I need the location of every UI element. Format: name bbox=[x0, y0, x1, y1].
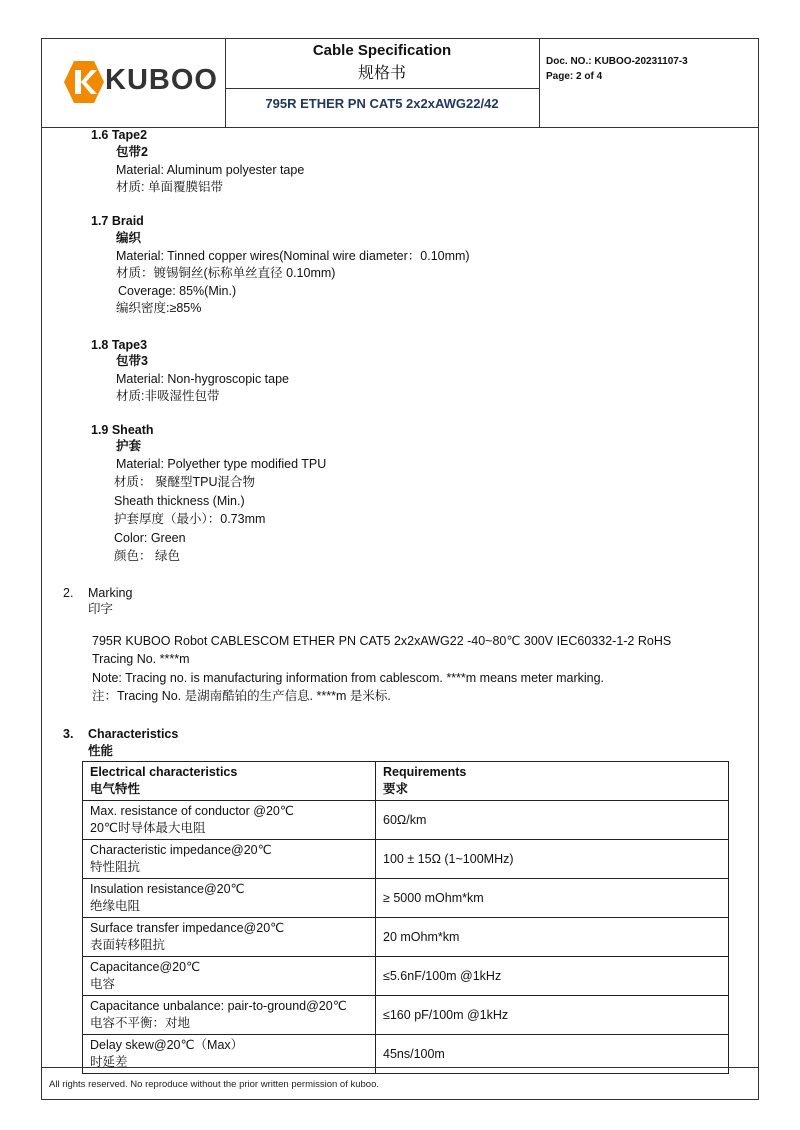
table-row bbox=[83, 879, 729, 918]
row-label-cn: 绝缘电阻 bbox=[90, 899, 141, 913]
page-number: Page: 2 of 4 bbox=[546, 71, 603, 82]
table-row bbox=[83, 801, 729, 840]
table-cell bbox=[83, 996, 376, 1035]
header-col2-cn: 要求 bbox=[383, 782, 409, 796]
row-label-cn: 电容 bbox=[90, 977, 116, 991]
thickness-line-cn: 护套厚度（最小）：0.73mm bbox=[114, 512, 266, 526]
table-cell bbox=[376, 879, 729, 918]
section-heading: 1.7 Braid bbox=[91, 214, 144, 228]
row-requirement: ≥ 5000 mOhm*km bbox=[383, 890, 484, 905]
table-cell bbox=[376, 996, 729, 1035]
table-cell bbox=[83, 957, 376, 996]
table-row bbox=[83, 918, 729, 957]
material-line: Material: Non-hygroscopic tape bbox=[116, 372, 289, 386]
tracing-text: Tracing No. ****m bbox=[92, 652, 190, 666]
material-line-cn: 材质: 单面覆膜铝带 bbox=[116, 180, 223, 194]
section-heading: 1.6 Tape2 bbox=[91, 128, 148, 142]
footer-notice: All rights reserved. No reproduce without the prior written permission of kuboo. bbox=[41, 1067, 759, 1090]
row-requirement: 100 ± 15Ω (1~100MHz) bbox=[383, 851, 514, 866]
marking-text: 795R KUBOO Robot CABLESCOM ETHER PN CAT5 2x2xAWG22 -40~80℃ 300V IEC60332-1-2 RoHS bbox=[92, 634, 672, 648]
row-label: Insulation resistance@20℃ bbox=[90, 882, 245, 896]
table-header-row bbox=[83, 762, 729, 801]
row-label-cn: 电容不平衡：对地 bbox=[90, 1016, 191, 1030]
coverage-line-cn: 编织密度:≥85% bbox=[116, 301, 202, 315]
table-row bbox=[83, 996, 729, 1035]
section-heading: Marking bbox=[88, 586, 133, 600]
table-cell bbox=[376, 840, 729, 879]
row-requirement: ≤5.6nF/100m @1kHz bbox=[383, 968, 502, 983]
title-en: Cable Specification bbox=[312, 42, 452, 59]
title-cell bbox=[225, 38, 540, 127]
logo-text: KUBOO bbox=[105, 64, 218, 96]
section-number: 2. bbox=[63, 586, 74, 600]
section-heading-cn: 包带3 bbox=[116, 354, 148, 368]
row-label: Delay skew@20℃（Max） bbox=[90, 1038, 244, 1052]
row-label: Max. resistance of conductor @20℃ bbox=[90, 804, 294, 818]
section-heading: Characteristics bbox=[88, 727, 179, 741]
row-requirement: 60Ω/km bbox=[383, 812, 427, 827]
material-line-cn: 材质： 聚醚型TPU混合物 bbox=[114, 475, 255, 489]
table-row bbox=[83, 957, 729, 996]
row-label-cn: 特性阻抗 bbox=[90, 860, 141, 874]
doc-number-line bbox=[546, 54, 688, 69]
section-heading-cn: 包带2 bbox=[116, 145, 148, 159]
table-cell bbox=[83, 879, 376, 918]
material-line: Material: Tinned copper wires(Nominal wire diameter：0.10mm) bbox=[116, 249, 470, 263]
material-line-cn: 材质:非吸湿性包带 bbox=[116, 389, 220, 403]
section-heading-cn: 护套 bbox=[116, 439, 142, 453]
row-label: Capacitance@20℃ bbox=[90, 960, 201, 974]
row-label: Characteristic impedance@20℃ bbox=[90, 843, 272, 857]
header-col1-cn: 电气特性 bbox=[90, 782, 141, 796]
row-label: Surface transfer impedance@20℃ bbox=[90, 921, 285, 935]
logo-cell bbox=[41, 38, 226, 127]
doc-info bbox=[546, 54, 688, 84]
kuboo-logo-icon bbox=[63, 60, 105, 104]
title-cn: 规格书 bbox=[357, 65, 406, 82]
section-heading-cn: 印字 bbox=[88, 602, 114, 616]
color-line: Color: Green bbox=[114, 531, 186, 545]
row-label-cn: 20℃时导体最大电阻 bbox=[90, 821, 206, 835]
document-header bbox=[41, 38, 759, 128]
material-line: Material: Polyether type modified TPU bbox=[116, 457, 327, 471]
note-text-cn: 注：Tracing No. 是湖南酷铂的生产信息. ****m 是米标. bbox=[92, 689, 391, 703]
section-heading: 1.9 Sheath bbox=[91, 423, 154, 437]
characteristics-table bbox=[82, 761, 729, 1074]
material-line: Material: Aluminum polyester tape bbox=[116, 163, 305, 177]
row-label: Capacitance unbalance: pair-to-ground@20℃ bbox=[90, 999, 347, 1013]
table-header-cell bbox=[83, 762, 376, 801]
note-text: Note: Tracing no. is manufacturing information from cablescom. ****m means meter marking. bbox=[92, 671, 605, 685]
section-heading-cn: 性能 bbox=[88, 744, 114, 758]
table-cell bbox=[376, 957, 729, 996]
row-requirement: 45ns/100m bbox=[383, 1046, 445, 1061]
section-heading: 1.8 Tape3 bbox=[91, 338, 148, 352]
section-heading-cn: 编织 bbox=[116, 231, 142, 245]
title-block bbox=[225, 38, 539, 89]
row-label-cn: 时延差 bbox=[90, 1055, 128, 1069]
table-row bbox=[83, 840, 729, 879]
header-col2: Requirements bbox=[383, 765, 467, 779]
row-requirement: 20 mOhm*km bbox=[383, 929, 460, 944]
table-cell bbox=[376, 801, 729, 840]
thickness-line: Sheath thickness (Min.) bbox=[114, 494, 245, 508]
section-number: 3. bbox=[63, 727, 74, 741]
table-header-cell bbox=[376, 762, 729, 801]
product-name: 795R ETHER PN CAT5 2x2xAWG22/42 bbox=[265, 96, 499, 111]
doc-number: KUBOO-20231107-3 bbox=[594, 56, 688, 67]
table-cell bbox=[83, 840, 376, 879]
material-line-cn: 材质：镀锡铜丝(标称单丝直径 0.10mm) bbox=[116, 266, 336, 280]
table-cell bbox=[376, 918, 729, 957]
header-col1: Electrical characteristics bbox=[90, 765, 238, 779]
table-cell bbox=[83, 801, 376, 840]
row-requirement: ≤160 pF/100m @1kHz bbox=[383, 1007, 509, 1022]
doc-number-label: Doc. NO.: bbox=[546, 56, 595, 67]
color-line-cn: 颜色： 绿色 bbox=[114, 549, 180, 563]
table-cell bbox=[83, 918, 376, 957]
row-label-cn: 表面转移阻抗 bbox=[90, 938, 166, 952]
coverage-line: Coverage: 85%(Min.) bbox=[118, 284, 237, 298]
